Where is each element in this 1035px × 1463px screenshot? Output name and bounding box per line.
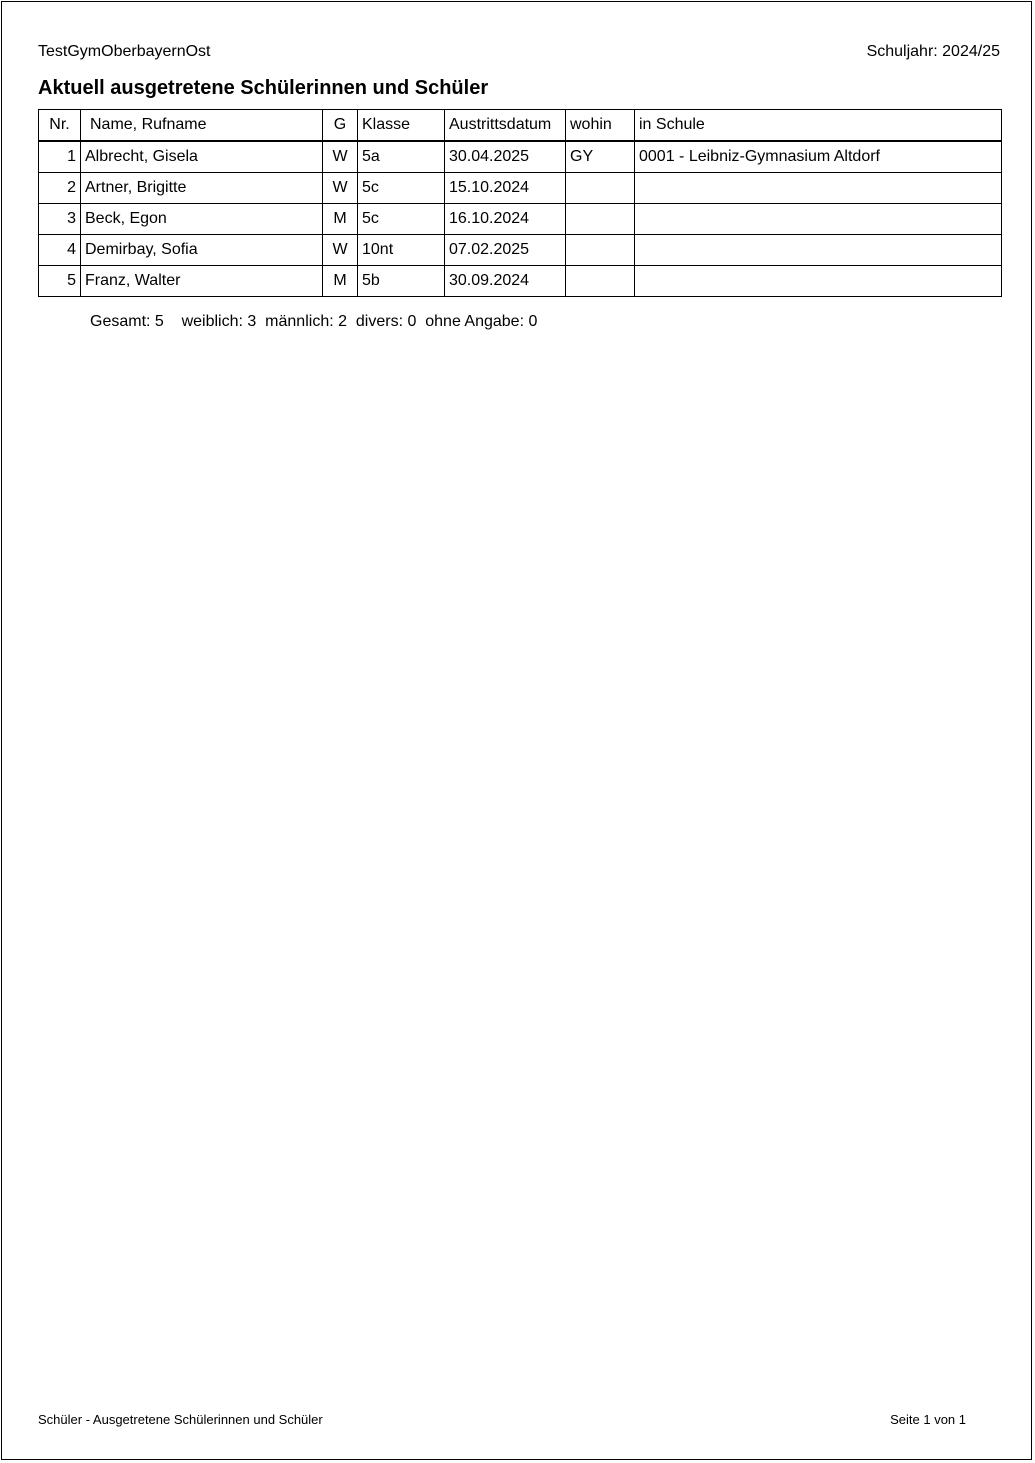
cell-austrittsdatum: 07.02.2025	[445, 235, 566, 266]
cell-wohin: GY	[566, 141, 635, 173]
school-name: TestGymOberbayernOst	[38, 43, 211, 60]
cell-in-schule	[635, 173, 1002, 204]
summary-counts: Gesamt: 5 weiblich: 3 männlich: 2 divers: 0 ohne Angabe: 0	[90, 313, 538, 330]
cell-wohin	[566, 173, 635, 204]
cell-nr: 1	[39, 141, 81, 173]
cell-klasse: 5b	[358, 266, 445, 297]
column-header-in-schule: in Schule	[635, 110, 1002, 142]
cell-wohin	[566, 204, 635, 235]
column-header-wohin: wohin	[566, 110, 635, 142]
cell-austrittsdatum: 15.10.2024	[445, 173, 566, 204]
column-header-klasse: Klasse	[358, 110, 445, 142]
school-year: Schuljahr: 2024/25	[866, 43, 1000, 60]
cell-g: W	[323, 173, 358, 204]
cell-klasse: 5a	[358, 141, 445, 173]
cell-g: W	[323, 235, 358, 266]
students-table	[38, 109, 1002, 297]
cell-austrittsdatum: 30.04.2025	[445, 141, 566, 173]
cell-austrittsdatum: 30.09.2024	[445, 266, 566, 297]
column-header-g: G	[323, 110, 358, 142]
column-header-austrittsdatum: Austrittsdatum	[445, 110, 566, 142]
cell-name: Beck, Egon	[81, 204, 323, 235]
cell-wohin	[566, 266, 635, 297]
cell-name: Albrecht, Gisela	[81, 141, 323, 173]
column-header-nr: Nr.	[39, 110, 81, 142]
cell-klasse: 10nt	[358, 235, 445, 266]
cell-g: W	[323, 141, 358, 173]
report-title: Aktuell ausgetretene Schülerinnen und Schüler	[38, 77, 489, 99]
cell-klasse: 5c	[358, 173, 445, 204]
cell-wohin	[566, 235, 635, 266]
footer-page-number: Seite 1 von 1	[890, 1412, 966, 1427]
cell-nr: 5	[39, 266, 81, 297]
cell-g: M	[323, 266, 358, 297]
cell-name: Artner, Brigitte	[81, 173, 323, 204]
cell-nr: 4	[39, 235, 81, 266]
cell-in-schule	[635, 235, 1002, 266]
cell-nr: 2	[39, 173, 81, 204]
cell-in-schule	[635, 204, 1002, 235]
cell-in-schule: 0001 - Leibniz-Gymnasium Altdorf	[635, 141, 1002, 173]
cell-austrittsdatum: 16.10.2024	[445, 204, 566, 235]
cell-g: M	[323, 204, 358, 235]
footer-report-name: Schüler - Ausgetretene Schülerinnen und Schüler	[38, 1412, 323, 1427]
table-row	[39, 266, 1002, 297]
cell-klasse: 5c	[358, 204, 445, 235]
table-header-row	[39, 110, 1002, 142]
table-row	[39, 204, 1002, 235]
cell-nr: 3	[39, 204, 81, 235]
table-row	[39, 141, 1002, 173]
cell-in-schule	[635, 266, 1002, 297]
cell-name: Demirbay, Sofia	[81, 235, 323, 266]
column-header-name: Name, Rufname	[81, 110, 323, 142]
table-row	[39, 173, 1002, 204]
table-row	[39, 235, 1002, 266]
cell-name: Franz, Walter	[81, 266, 323, 297]
